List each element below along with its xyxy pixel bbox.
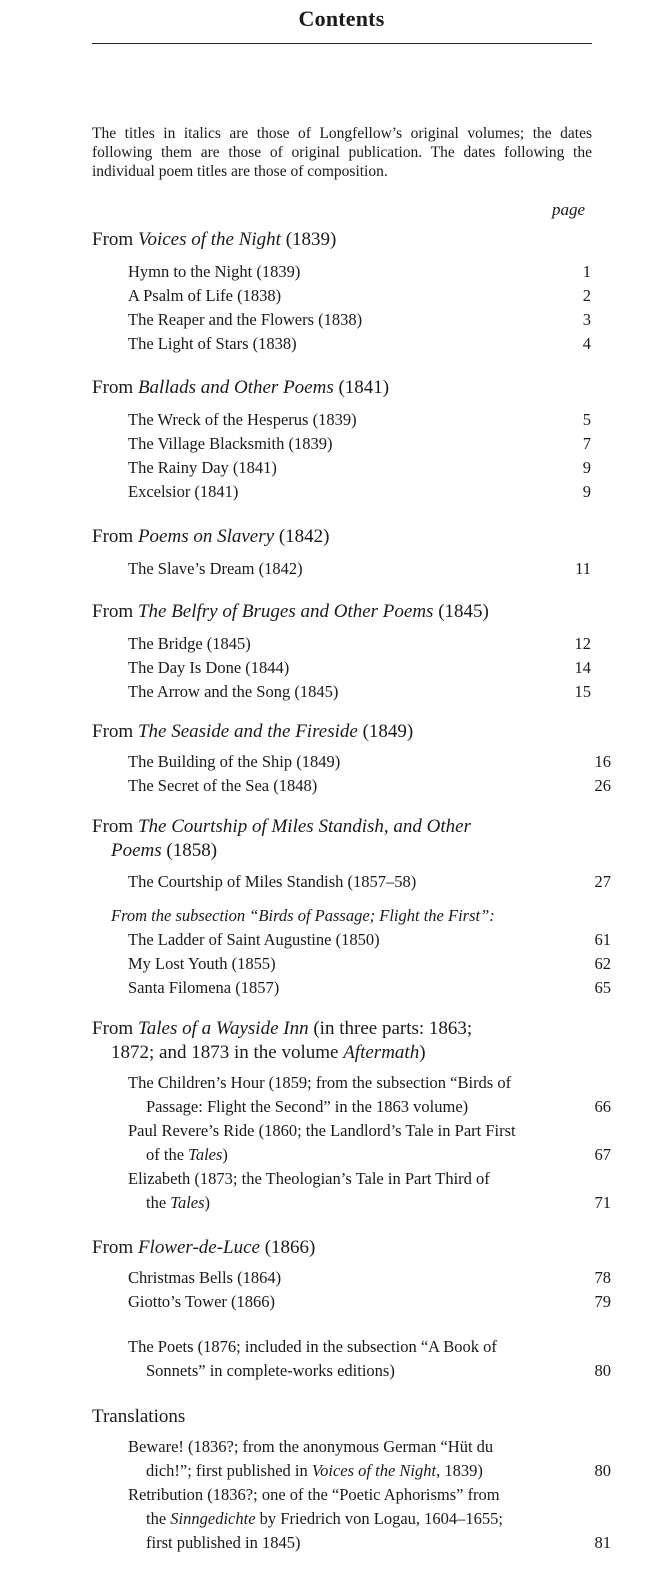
- toc-entry-title: Elizabeth (1873; the Theologian’s Tale in Part Third of: [128, 1169, 490, 1188]
- toc-entry-title-continued: first published in 1845): [146, 1533, 301, 1552]
- toc-entry-page: 71: [594, 1193, 611, 1212]
- toc-entry-title: The Slave’s Dream (1842): [128, 559, 303, 578]
- toc-entry-title: My Lost Youth (1855): [128, 954, 276, 973]
- toc-entry-page: 80: [594, 1361, 611, 1380]
- toc-entry-page: 65: [594, 978, 611, 997]
- section-heading-continued: 1872; and 1873 in the volume Aftermath): [111, 1042, 426, 1063]
- toc-entry-page: 1: [582, 262, 591, 281]
- toc-entry-title-continued: the Tales): [146, 1193, 211, 1212]
- toc-entry-page: 67: [594, 1145, 611, 1164]
- toc-entry-page: 4: [582, 334, 591, 353]
- toc-entry-page: 16: [594, 752, 611, 771]
- toc-entry-title: Paul Revere’s Ride (1860; the Landlord’s Tale in Part First: [128, 1121, 516, 1140]
- toc-entry-title: The Poets (1876; included in the subsection “A Book of: [128, 1337, 497, 1356]
- toc-entry-title: The Day Is Done (1844): [128, 658, 290, 677]
- toc-entry-title-continued: Passage: Flight the Second” in the 1863 volume): [146, 1097, 469, 1116]
- toc-entry-title: The Building of the Ship (1849): [128, 752, 341, 771]
- toc-entry-page: 66: [594, 1097, 611, 1116]
- toc-entry-title: The Children’s Hour (1859; from the subsection “Birds of: [128, 1073, 512, 1092]
- toc-entry-page: 9: [582, 482, 591, 501]
- toc-entry-page: 78: [594, 1268, 611, 1287]
- toc-entry-page: 81: [594, 1533, 611, 1552]
- toc-entry-title: The Bridge (1845): [128, 634, 251, 653]
- toc-entry-page: 7: [582, 434, 591, 453]
- toc-entry-page: 15: [574, 682, 591, 701]
- section-heading: From Ballads and Other Poems (1841): [92, 377, 390, 398]
- toc-entry-title: Santa Filomena (1857): [128, 978, 280, 997]
- toc-entry-title: The Courtship of Miles Standish (1857–58): [128, 872, 417, 891]
- section-heading: From The Seaside and the Fireside (1849): [92, 721, 414, 742]
- toc-entry-page: 9: [582, 458, 591, 477]
- toc-entry-page: 80: [594, 1461, 611, 1480]
- section-heading: From Flower-de-Luce (1866): [92, 1237, 316, 1258]
- toc-entry-title: Christmas Bells (1864): [128, 1268, 282, 1287]
- intro-note: The titles in italics are those of Longfellow’s original volumes; the dates following them are those of original publication. The dates following the individual poem titles are those of composition.: [92, 125, 592, 180]
- toc-entry-page: 61: [594, 930, 611, 949]
- section-heading: From The Belfry of Bruges and Other Poems (1845): [92, 601, 489, 622]
- toc-entry-title: The Rainy Day (1841): [128, 458, 277, 477]
- toc-entry-page: 79: [594, 1292, 611, 1311]
- toc-entry-title-continued: the Sinngedichte by Friedrich von Logau, 1604–1655;: [146, 1509, 503, 1528]
- section-heading: From Tales of a Wayside Inn (in three parts: 1863;: [92, 1018, 473, 1039]
- toc-entry-page: 62: [594, 954, 611, 973]
- toc-entry-page: 12: [574, 634, 591, 653]
- page-title: Contents: [298, 6, 385, 31]
- toc-entry-title: Hymn to the Night (1839): [128, 262, 301, 281]
- section-heading: From The Courtship of Miles Standish, and Other: [92, 816, 471, 837]
- toc-entry-page: 14: [574, 658, 591, 677]
- toc-entry-title: The Reaper and the Flowers (1838): [128, 310, 363, 329]
- toc-entry-title: The Arrow and the Song (1845): [128, 682, 339, 701]
- toc-entry-title: The Village Blacksmith (1839): [128, 434, 333, 453]
- toc-entry-page: 2: [582, 286, 591, 305]
- section-heading: From Poems on Slavery (1842): [92, 526, 330, 547]
- toc-entry-title: The Secret of the Sea (1848): [128, 776, 318, 795]
- toc-entry-page: 27: [594, 872, 611, 891]
- toc-entry-title: The Ladder of Saint Augustine (1850): [128, 930, 380, 949]
- subsection-heading: From the subsection “Birds of Passage; Flight the First”:: [111, 906, 495, 925]
- toc-entry-title: The Wreck of the Hesperus (1839): [128, 410, 357, 429]
- page-column-label: page: [552, 200, 586, 219]
- title-rule: [92, 43, 592, 44]
- toc-entry-title: Beware! (1836?; from the anonymous German “Hüt du: [128, 1437, 494, 1456]
- toc-entry-page: 11: [575, 559, 591, 578]
- toc-entry-title: Excelsior (1841): [128, 482, 239, 501]
- section-heading: From Voices of the Night (1839): [92, 229, 337, 250]
- section-heading: Translations: [92, 1406, 186, 1427]
- toc-entry-title: A Psalm of Life (1838): [128, 286, 282, 305]
- toc-entry-title-continued: Sonnets” in complete-works editions): [146, 1361, 395, 1380]
- toc-entry-title-continued: dich!”; first published in Voices of the Night, 1839): [146, 1461, 483, 1480]
- section-heading-continued: Poems (1858): [111, 840, 218, 861]
- toc-entry-page: 5: [582, 410, 591, 429]
- toc-entry-title: The Light of Stars (1838): [128, 334, 297, 353]
- toc-entry-page: 3: [582, 310, 591, 329]
- toc-entry-page: 26: [594, 776, 611, 795]
- toc-entry-title: Giotto’s Tower (1866): [128, 1292, 276, 1311]
- toc-entry-title-continued: of the Tales): [146, 1145, 228, 1164]
- toc-entry-title: Retribution (1836?; one of the “Poetic Aphorisms” from: [128, 1485, 500, 1504]
